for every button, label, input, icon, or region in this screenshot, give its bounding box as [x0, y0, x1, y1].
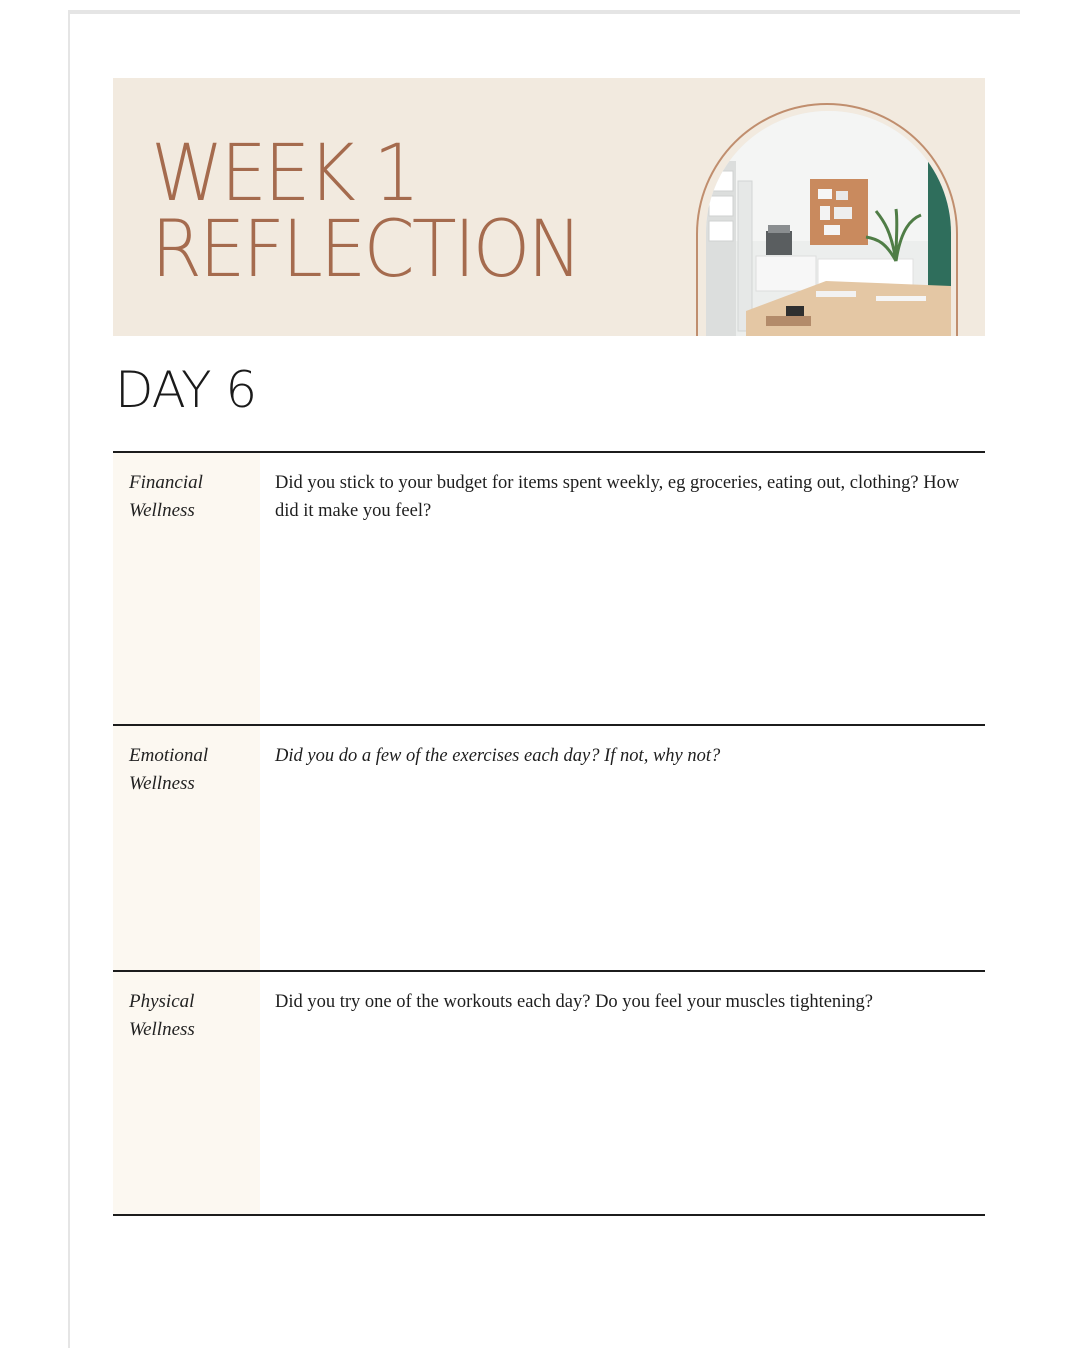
category-line-2: Wellness [129, 773, 195, 794]
category-label [113, 453, 260, 724]
header-banner [113, 78, 985, 336]
banner-title-line-1: WEEK 1 [151, 129, 418, 219]
category-line-1: Emotional [129, 745, 209, 766]
reflection-row-physical [113, 970, 985, 1216]
day-heading: DAY 6 [115, 361, 257, 419]
reflection-row-emotional [113, 724, 985, 970]
category-line-2: Wellness [129, 1019, 195, 1040]
category-label [113, 972, 260, 1214]
office-photo [706, 111, 951, 336]
question-text: Did you stick to your budget for items spent weekly, eg groceries, eating out, clothing? How did it make you feel? [275, 473, 960, 521]
category-line-1: Financial [129, 472, 203, 493]
question-text: Did you try one of the workouts each day? Do you feel your muscles tightening? [275, 992, 874, 1012]
reflection-row-financial [113, 451, 985, 724]
banner-title [151, 129, 580, 295]
banner-title-line-2: REFLECTION [151, 205, 580, 295]
reflection-table [113, 451, 985, 1216]
category-line-2: Wellness [129, 500, 195, 521]
category-label [113, 726, 260, 970]
question-text: Did you do a few of the exercises each day? If not, why not? [275, 746, 721, 766]
category-line-1: Physical [129, 991, 195, 1012]
